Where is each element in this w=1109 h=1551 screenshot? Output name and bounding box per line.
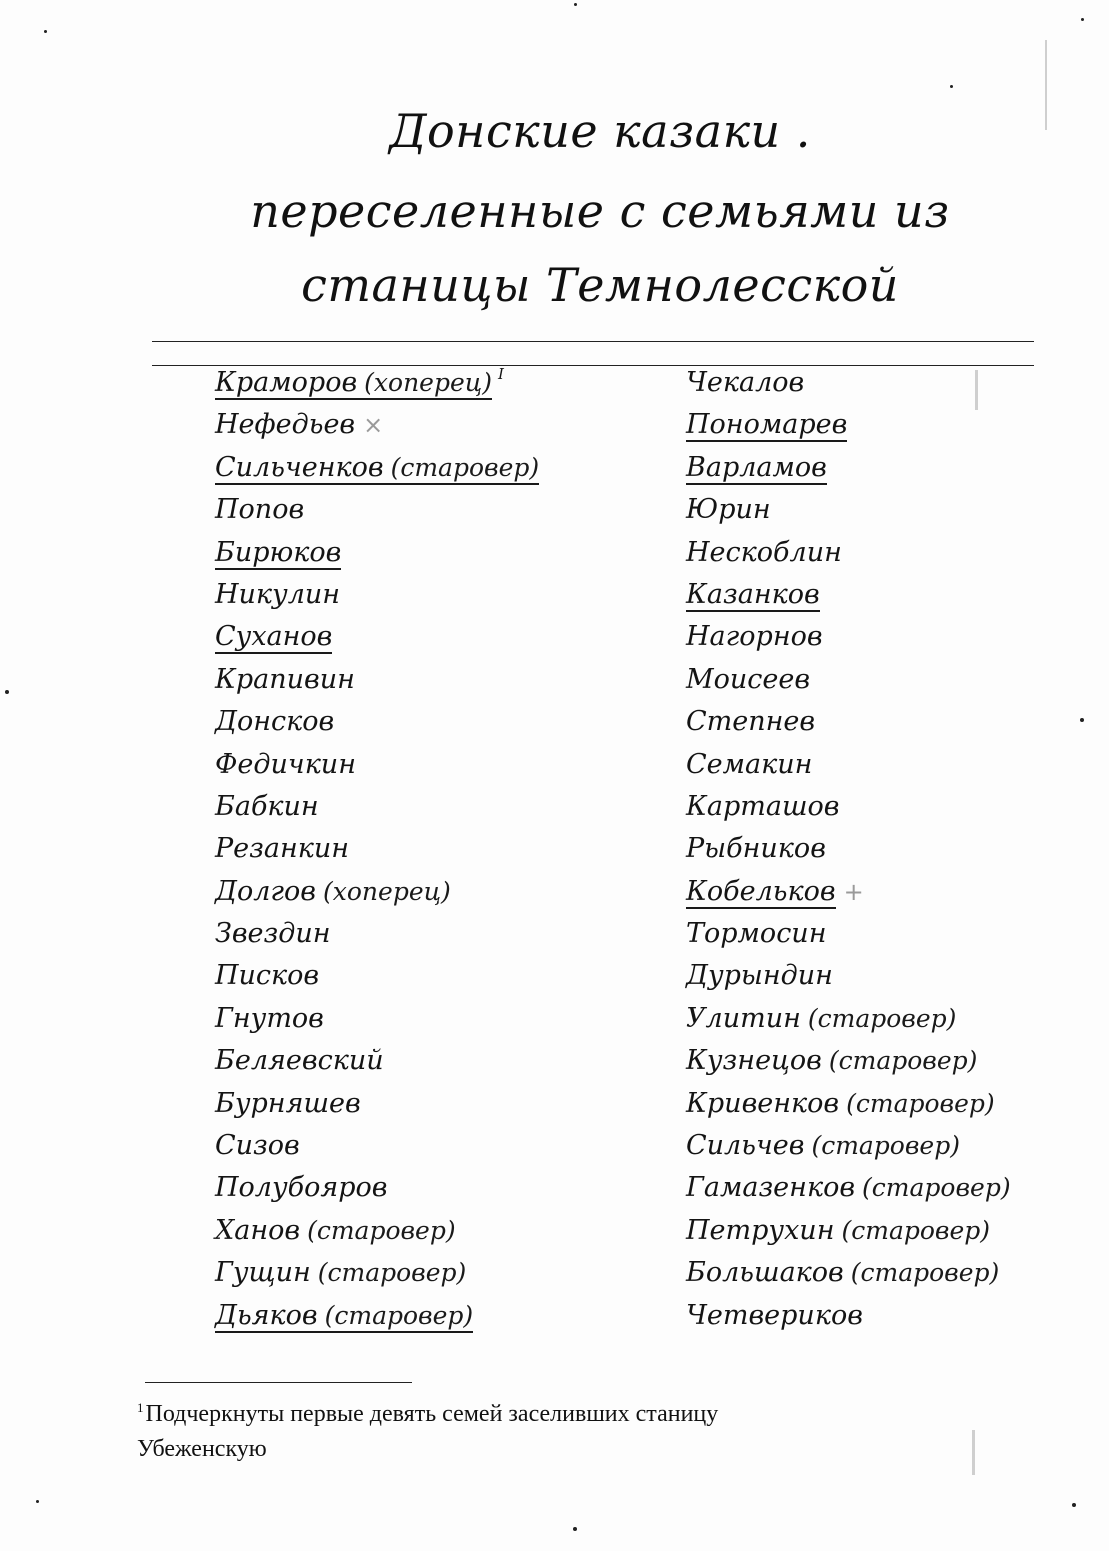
list-item: [215, 362, 539, 404]
right-name-list: [686, 362, 1011, 1337]
surname-note: (старовер): [317, 1258, 467, 1288]
surname: Бирюков: [215, 536, 342, 568]
surname: Попов: [215, 494, 305, 526]
list-item: [686, 998, 1011, 1040]
surname: Нефедьев: [215, 409, 356, 441]
pencil-mark: ×: [363, 411, 384, 440]
entry-text: [215, 1003, 324, 1034]
surname-note: (старовер): [390, 452, 540, 482]
entry-text: [686, 494, 771, 525]
footnote-line-1: [137, 1398, 937, 1433]
surname: Краморов: [215, 367, 358, 398]
entry-text: [215, 1257, 466, 1288]
list-item: [215, 1210, 539, 1252]
list-item: [686, 1167, 1011, 1209]
list-item: [215, 998, 539, 1040]
surname: Карташов: [686, 790, 840, 822]
list-item: [215, 1125, 539, 1167]
surname: Пономарев: [686, 409, 848, 441]
scan-streak: [972, 1430, 975, 1475]
list-item: [686, 871, 1011, 913]
surname: Гнутов: [215, 1002, 324, 1034]
left-name-list: [215, 362, 539, 1337]
surname: Казанков: [686, 578, 820, 610]
surname: Петрухин: [686, 1214, 835, 1246]
list-item: [686, 1040, 1011, 1082]
surname-note: (старовер): [811, 1131, 960, 1161]
list-item: [686, 532, 1011, 574]
surname-note: (старовер): [846, 1088, 995, 1118]
list-item: [686, 574, 1011, 616]
list-item: [215, 404, 539, 446]
surname: Юрин: [686, 494, 771, 526]
surname: Гамазенков: [686, 1172, 856, 1204]
surname: Четвериков: [686, 1299, 863, 1331]
page-title-line-1: Донские казаки .: [389, 104, 811, 158]
surname: Бабкин: [215, 790, 319, 822]
surname: Нагорнов: [686, 621, 823, 653]
footnote-text: Подчеркнуты первые девять семей заселивших станицу: [145, 1401, 719, 1427]
entry-text: [215, 579, 340, 610]
list-item: [686, 1295, 1011, 1337]
list-item: [686, 616, 1011, 658]
entry-text: [215, 1045, 384, 1076]
surname: Степнев: [686, 706, 816, 738]
list-item: [215, 786, 539, 828]
list-item: [686, 489, 1011, 531]
pencil-mark: +: [843, 877, 864, 906]
surname-note: (старовер): [850, 1258, 1000, 1288]
entry-text: [686, 918, 826, 949]
entry-text: [215, 960, 319, 991]
entry-text: [686, 1130, 960, 1161]
list-item: [215, 1083, 539, 1125]
surname: Донсков: [215, 706, 335, 738]
entry-text: [215, 452, 539, 485]
scan-speck: [5, 690, 9, 694]
surname: Федичкин: [215, 748, 356, 780]
surname: Беляевский: [215, 1045, 384, 1077]
surname: Полубояров: [215, 1172, 388, 1204]
list-item: [215, 489, 539, 531]
surname: Крапивин: [215, 663, 355, 695]
scan-speck: [1081, 18, 1084, 21]
surname: Звездин: [215, 918, 331, 950]
entry-text: [686, 1257, 999, 1288]
list-item: [686, 1125, 1011, 1167]
scan-speck: [1080, 718, 1084, 722]
entry-text: [215, 749, 356, 780]
surname: Сильченков: [215, 451, 384, 483]
entry-text: [686, 409, 847, 442]
scan-speck: [44, 30, 47, 33]
surname-note: (старовер): [807, 1003, 957, 1033]
scan-speck: [1072, 1503, 1076, 1507]
list-item: [215, 701, 539, 743]
surname-note: (старовер): [862, 1173, 1011, 1203]
surname: Долгов: [215, 875, 317, 907]
entry-text: [686, 876, 836, 909]
entry-text: [686, 537, 842, 568]
list-item: [215, 913, 539, 955]
list-item: [686, 828, 1011, 870]
list-item: [686, 447, 1011, 489]
entry-text: [215, 367, 492, 400]
surname: Суханов: [215, 621, 333, 653]
surname-note: (старовер): [307, 1215, 456, 1245]
entry-text: [215, 1300, 473, 1333]
entry-text: [686, 706, 815, 737]
entry-text: [215, 876, 451, 907]
footnote-reference: I: [497, 365, 504, 383]
surname: Дьяков: [215, 1299, 318, 1331]
surname-note: (хоперец): [364, 368, 492, 397]
surname: Сизов: [215, 1130, 300, 1162]
surname: Кобельков: [686, 875, 836, 907]
list-item: [686, 955, 1011, 997]
entry-text: [686, 1300, 863, 1331]
surname: Чекалов: [686, 367, 805, 398]
surname: Кузнецов: [686, 1045, 822, 1077]
list-item: [686, 1083, 1011, 1125]
surname: Большаков: [686, 1257, 844, 1289]
surname-note: (хоперец): [323, 876, 451, 906]
scan-speck: [950, 85, 953, 88]
list-item: [215, 1252, 539, 1294]
entry-text: [215, 1130, 300, 1161]
surname: Гущин: [215, 1257, 311, 1289]
entry-text: [686, 1172, 1011, 1203]
entry-text: [686, 367, 804, 398]
surname: Бурняшев: [215, 1087, 361, 1119]
footnote-divider: [145, 1382, 412, 1383]
list-item: [215, 744, 539, 786]
surname: Моисеев: [686, 663, 811, 695]
surname: Улитин: [686, 1002, 801, 1034]
list-item: [686, 701, 1011, 743]
list-item: [215, 871, 539, 913]
entry-text: [215, 833, 349, 864]
entry-text: [686, 749, 812, 780]
title-divider: [152, 341, 1034, 342]
list-item: [215, 828, 539, 870]
list-item: [215, 532, 539, 574]
entry-text: [686, 833, 826, 864]
entry-text: [215, 791, 319, 822]
surname: Тормосин: [686, 918, 827, 950]
footnote-line-2: Убеженскую: [137, 1436, 267, 1462]
list-item: [215, 1295, 539, 1337]
surname: Ханов: [215, 1214, 301, 1246]
entry-text: [215, 1172, 388, 1203]
surname: Семакин: [686, 748, 813, 780]
list-item: [215, 1040, 539, 1082]
footnote: [137, 1398, 937, 1465]
list-item: [215, 447, 539, 489]
entry-text: [215, 1215, 456, 1246]
list-item: [215, 659, 539, 701]
list-item: [686, 913, 1011, 955]
entry-text: [215, 409, 355, 440]
entry-text: [215, 621, 332, 654]
scan-speck: [573, 1527, 577, 1531]
surname: Сильчев: [686, 1130, 805, 1162]
list-item: [686, 404, 1011, 446]
list-item: [686, 659, 1011, 701]
entry-text: [686, 1045, 977, 1076]
list-item: [215, 1167, 539, 1209]
entry-text: [686, 621, 823, 652]
surname: Писков: [215, 960, 320, 992]
surname-note: (старовер): [324, 1300, 474, 1330]
entry-text: [215, 537, 341, 570]
list-item: [686, 786, 1011, 828]
surname: Никулин: [215, 578, 341, 610]
surname-note: (старовер): [828, 1046, 978, 1076]
list-item: [686, 1210, 1011, 1252]
entry-text: [686, 791, 840, 822]
surname: Дурындин: [686, 960, 833, 992]
entry-text: [215, 706, 334, 737]
surname: Резанкин: [215, 833, 350, 865]
list-item: [686, 362, 1011, 404]
page-title-line-3: станицы Темнолесской: [301, 258, 899, 312]
page-title-line-2: переселенные с семьями из: [250, 184, 950, 238]
entry-text: [686, 664, 810, 695]
list-item: [215, 616, 539, 658]
list-item: [215, 955, 539, 997]
scan-speck: [574, 3, 577, 6]
list-item: [686, 1252, 1011, 1294]
entry-text: [686, 1088, 995, 1119]
surname: Варламов: [686, 451, 827, 483]
surname: Рыбников: [686, 833, 826, 865]
footnote-marker: 1: [137, 1400, 144, 1415]
scan-speck: [36, 1500, 39, 1503]
list-item: [686, 744, 1011, 786]
surname: Кривенков: [686, 1087, 840, 1119]
entry-text: [686, 579, 820, 612]
entry-text: [215, 918, 331, 949]
surname-note: (старовер): [841, 1215, 991, 1245]
surname: Нескоблин: [686, 536, 842, 568]
entry-text: [686, 960, 833, 991]
entry-text: [215, 664, 355, 695]
entry-text: [215, 1088, 361, 1119]
list-item: [215, 574, 539, 616]
entry-text: [215, 494, 304, 525]
entry-text: [686, 1215, 990, 1246]
entry-text: [686, 452, 827, 485]
entry-text: [686, 1003, 956, 1034]
